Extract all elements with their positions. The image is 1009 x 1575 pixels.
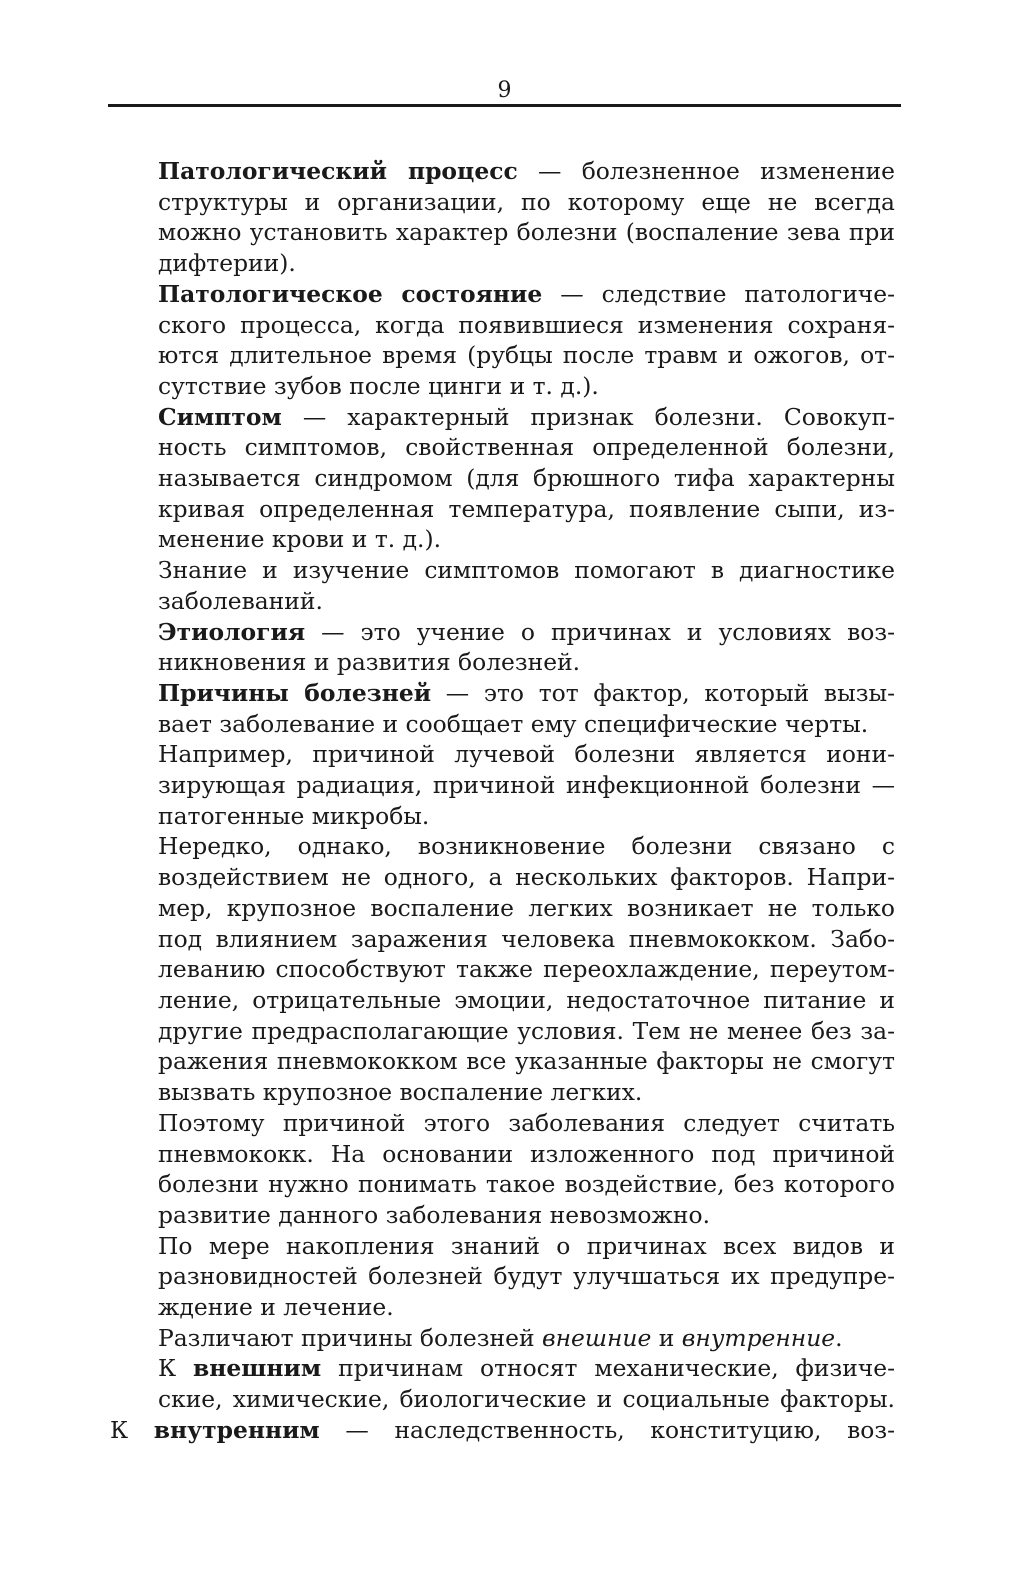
- text-line: заболеваний.: [158, 586, 323, 615]
- text-line: Симптом — характерный признак болезни. Совокуп-: [158, 402, 895, 431]
- text-line: ление, отрицательные эмоции, недостаточное питание и: [158, 985, 895, 1014]
- text-line: Поэтому причиной этого заболевания следует считать: [158, 1108, 895, 1137]
- text-line: ражения пневмококком все указанные факторы не смогут: [158, 1047, 895, 1076]
- paragraph-etiology: [110, 617, 895, 678]
- term-pathological-process: Патологический процесс: [158, 157, 518, 185]
- text-line: ского процесса, когда появившиеся изменения сохраня-: [158, 310, 895, 339]
- paragraph-pathological-process: [110, 156, 895, 279]
- text-line: другие предрасполагающие условия. Тем не менее без за-: [158, 1016, 895, 1045]
- paragraph-pathological-state: [110, 279, 895, 402]
- text-line: Нередко, однако, возникновение болезни связано с: [158, 832, 895, 861]
- text-line: ются длительное время (рубцы после травм и ожогов, от-: [158, 341, 895, 370]
- text-line: кривая определенная температура, появление сыпи, из-: [158, 494, 895, 523]
- text-line: пневмококк. На основании изложенного под причиной: [158, 1139, 895, 1168]
- text-line: вызвать крупозное воспаление легких.: [158, 1078, 643, 1107]
- text-line: разновидностей болезней будут улучшаться их предупре-: [158, 1262, 895, 1291]
- paragraph-knowledge-growth: [110, 1231, 895, 1323]
- paragraph-causes: [110, 678, 895, 739]
- text-line: ские, химические, биологические и социальные факторы.: [158, 1385, 895, 1414]
- text-line: ждение и лечение.: [158, 1293, 394, 1322]
- paragraph-distinguish: [110, 1323, 895, 1354]
- text-line: Патологический процесс — болезненное изменение: [158, 157, 895, 185]
- text-line: По мере накопления знаний о причинах всех видов и: [158, 1231, 895, 1260]
- text-line: структуры и организации, по которому еще не всегда: [158, 187, 895, 216]
- paragraph-multiple-factors: [110, 831, 895, 1107]
- text-line: менение крови и т. д.).: [158, 525, 442, 554]
- text-line: Например, причиной лучевой болезни является иони-: [158, 740, 895, 769]
- term-causes: Причины болезней: [158, 678, 432, 707]
- text-line: мер, крупозное воспаление легких возникает не только: [158, 893, 895, 922]
- text-line: никновения и развития болезней.: [158, 648, 581, 677]
- text-line: Этиология — это учение о причинах и условиях воз-: [158, 617, 895, 646]
- text-line: болезни нужно понимать такое воздействие, без которого: [158, 1170, 895, 1199]
- term-external: внешние: [541, 1323, 652, 1352]
- term-external-bold: внешним: [193, 1354, 322, 1383]
- text-line: вает заболевание и сообщает ему специфические черты.: [158, 709, 869, 738]
- text-line: Различают причины болезней внешние и внутренние.: [158, 1323, 843, 1352]
- term-etiology: Этиология: [158, 617, 306, 646]
- paragraph-symptom-knowledge: [110, 555, 895, 616]
- text-line: Знание и изучение симптомов помогают в диагностике: [158, 556, 895, 585]
- text-line: воздействием не одного, а нескольких факторов. Напри-: [158, 863, 895, 892]
- text-line: леванию способствуют также переохлаждение, переутом-: [158, 955, 895, 984]
- term-internal-bold: внутренним: [153, 1415, 320, 1444]
- text-line: Причины болезней — это тот фактор, который вызы-: [158, 678, 895, 707]
- paragraph-example: [110, 739, 895, 831]
- text-line: дифтерии).: [158, 249, 296, 278]
- term-pathological-state: Патологическое состояние: [158, 279, 543, 308]
- text-line: К внешним причинам относят механические, физиче-: [158, 1354, 896, 1383]
- text-line: ность симптомов, свойственная определенной болезни,: [158, 433, 895, 462]
- header-rule: [108, 104, 901, 107]
- paragraph-therefore: [110, 1108, 895, 1231]
- page-number: 9: [497, 78, 512, 103]
- term-symptom: Симптом: [158, 402, 282, 431]
- text-line: патогенные микробы.: [158, 801, 430, 830]
- term-internal: внутренние: [681, 1323, 836, 1352]
- text-line: зирующая радиация, причиной инфекционной болезни —: [158, 771, 895, 800]
- text-line: можно установить характер болезни (воспаление зева при: [158, 218, 895, 247]
- text-line: называется синдромом (для брюшного тифа характерны: [158, 464, 895, 493]
- text-line: под влиянием заражения человека пневмококком. Забо-: [158, 924, 895, 953]
- text-line: Патологическое состояние — следствие патологиче-: [158, 279, 895, 308]
- text-line: развитие данного заболевания невозможно.: [158, 1200, 711, 1229]
- paragraph-external-internal: [110, 1353, 895, 1445]
- text-line: К внутренним — наследственность, конституцию, воз-: [110, 1415, 895, 1444]
- text-body: [110, 156, 895, 1446]
- text-line: сутствие зубов после цинги и т. д.).: [158, 371, 599, 400]
- paragraph-symptom: [110, 402, 895, 556]
